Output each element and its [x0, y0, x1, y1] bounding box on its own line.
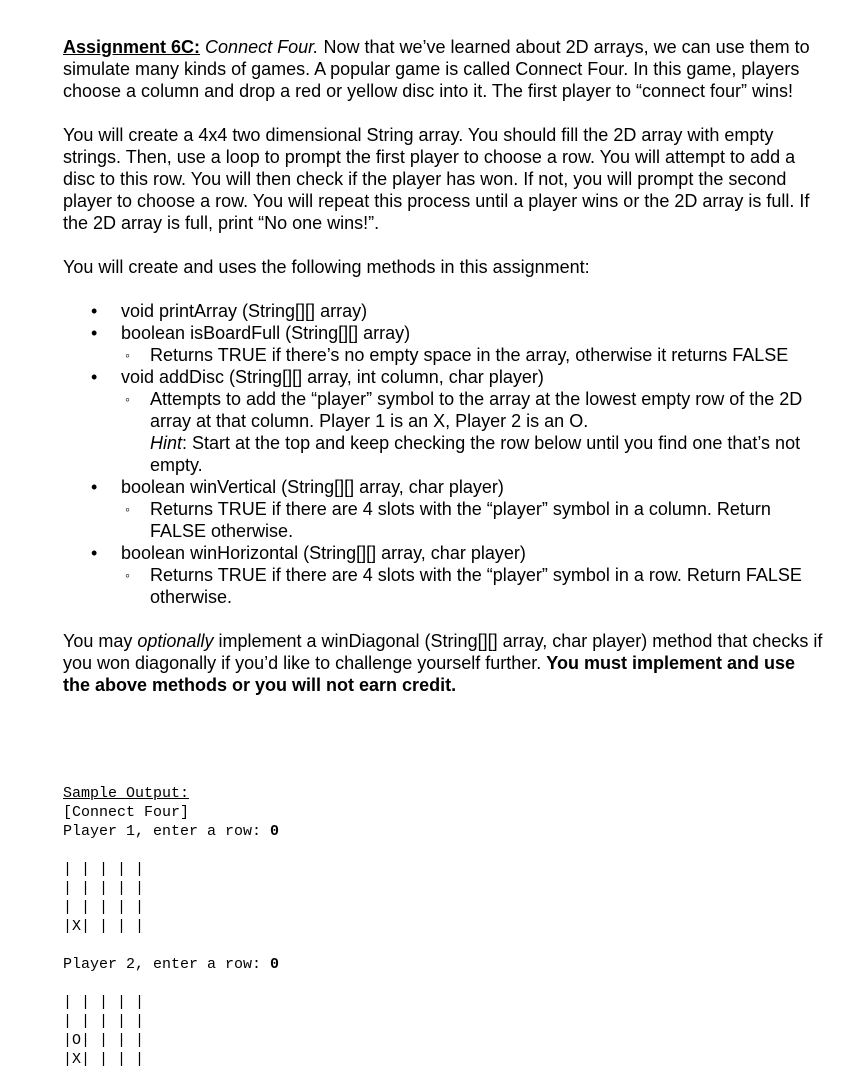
method-signature: void printArray (String[][] array)	[121, 301, 368, 321]
method-item	[63, 366, 823, 476]
method-description: ◦ Attempts to add the “player” symbol to the array at the lowest empty row of the 2D array at that column. Player 1 is an X, Player 2 is an O. Hint: Start at the top and keep checking the row below until you find one that’s not empty.	[121, 388, 823, 476]
methods-list	[63, 300, 823, 608]
method-description: ◦ Returns TRUE if there are 4 slots with the “player” symbol in a column. Return FALSE otherwise.	[121, 498, 823, 542]
assignment-label: Assignment 6C:	[63, 37, 201, 57]
player1-prompt: Player 1, enter a row:	[63, 823, 271, 840]
hint-text: : Start at the top and keep checking the row below until you find one that’s not empty.	[150, 433, 801, 475]
board-state-1: | | | | | | | | | | | | | | | |X| | | |	[63, 861, 145, 935]
intro-text: Now that we’ve learned about 2D arrays, we can use them to simulate many kinds of games. A popular game is called Connect Four. In this game, players choose a column and drop a red or yellow disc into it. The first player to “connect four” wins!	[63, 37, 810, 101]
assignment-document	[63, 36, 823, 696]
intro-paragraph	[63, 36, 823, 102]
assignment-title: Connect Four.	[205, 37, 319, 57]
hint-label: Hint	[150, 433, 183, 453]
method-item	[63, 542, 823, 608]
method-signature: void addDisc (String[][] array, int column, char player)	[121, 367, 544, 387]
method-description: ◦ Returns TRUE if there’s no empty space in the array, otherwise it returns FALSE	[121, 344, 823, 366]
sample-output-title: [Connect Four]	[63, 804, 190, 821]
sample-output-heading: Sample Output:	[63, 785, 190, 802]
optionally-emphasis: optionally	[137, 631, 214, 651]
optional-paragraph: You may optionally implement a winDiagonal (String[][] array, char player) method that checks if you won diagonally if you’d like to challenge yourself further. You must implement and use the above methods or you will not earn credit.	[63, 631, 823, 695]
method-item	[63, 476, 823, 542]
method-signature: boolean winHorizontal (String[][] array, char player)	[121, 543, 526, 563]
sample-output	[63, 784, 279, 1069]
method-item	[63, 322, 823, 366]
board-state-2: | | | | | | | | | | |O| | | | |X| | | |	[63, 994, 145, 1068]
methods-intro: You will create and uses the following methods in this assignment:	[63, 257, 590, 277]
method-item	[63, 300, 823, 322]
method-signature: boolean winVertical (String[][] array, char player)	[121, 477, 504, 497]
player2-prompt: Player 2, enter a row:	[63, 956, 271, 973]
instructions-paragraph: You will create a 4x4 two dimensional String array. You should fill the 2D array with empty strings. Then, use a loop to prompt the first player to choose a row. You will attempt to add a disc to this row. You will then check if the player has won. If not, you will prompt the second player to choose a row. You will repeat this process until a player wins or the 2D array is full. If the 2D array is full, print “No one wins!”.	[63, 125, 810, 233]
player1-input: 0	[270, 823, 280, 840]
method-signature: boolean isBoardFull (String[][] array)	[121, 323, 411, 343]
method-description: ◦ Returns TRUE if there are 4 slots with the “player” symbol in a row. Return FALSE otherwise.	[121, 564, 823, 608]
credit-warning: You must implement and use the above methods or you will not earn credit.	[63, 653, 796, 695]
player2-input: 0	[270, 956, 280, 973]
